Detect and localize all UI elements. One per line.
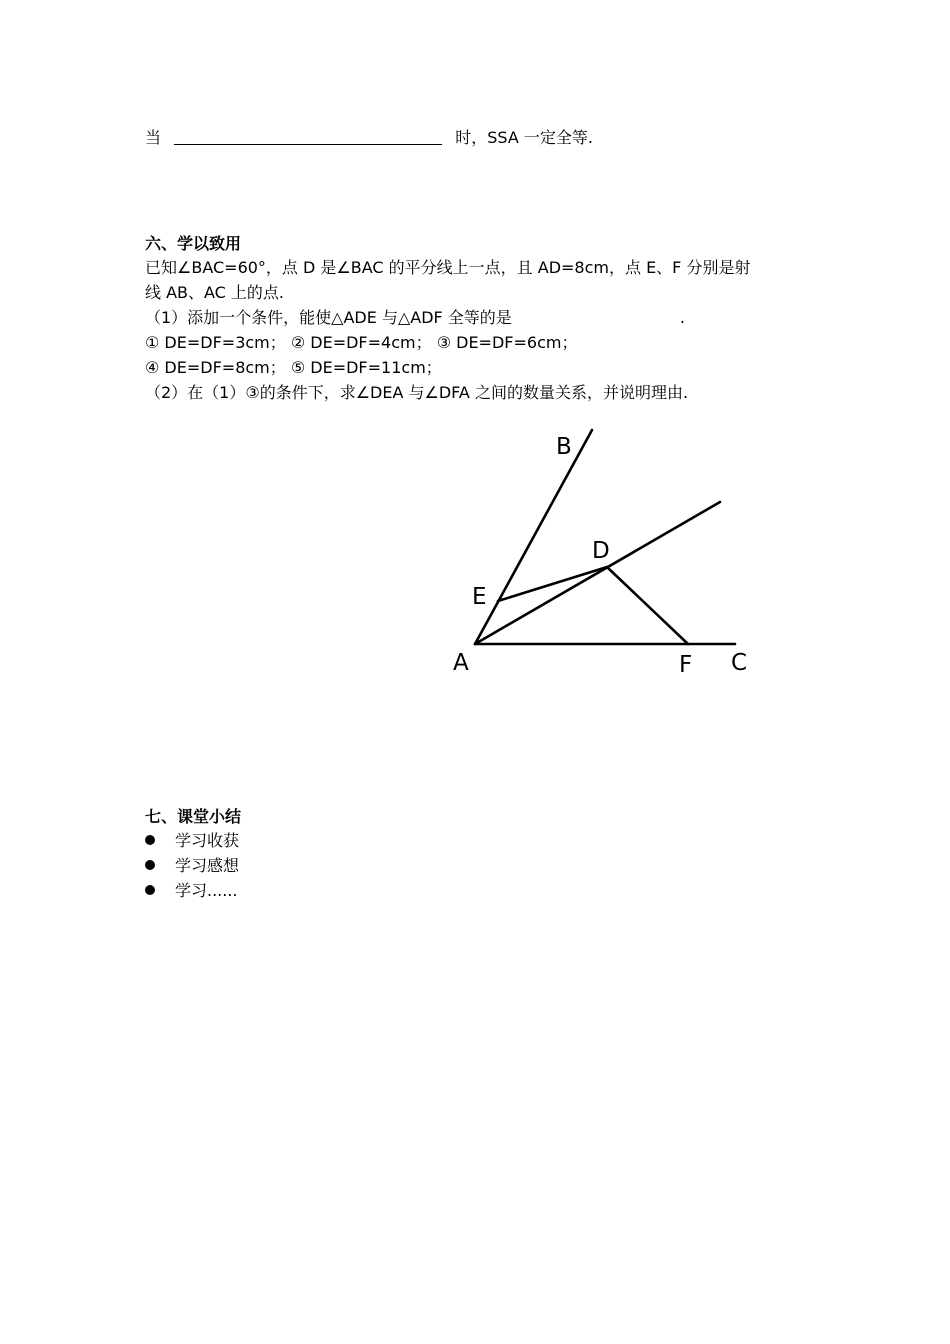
options-line1: ① DE=DF=3cm； ② DE=DF=4cm； ③ DE=DF=6cm； xyxy=(145,333,578,352)
question1-text: （1）添加一个条件，能使△ADE 与△ADF 全等的是 xyxy=(145,308,512,327)
ray-AB xyxy=(475,430,592,644)
question1-end: . xyxy=(679,308,685,327)
label-D: D xyxy=(592,538,610,564)
label-E: E xyxy=(472,584,487,610)
ssa-suffix: 时，SSA 一定全等. xyxy=(455,128,593,147)
problem-text-line1: 已知∠BAC=60°，点 D 是∠BAC 的平分线上一点，且 AD=8cm，点 E、F 分别是射 xyxy=(145,258,751,277)
ssa-prefix: 当 xyxy=(145,128,162,147)
ssa-statement xyxy=(145,127,593,149)
problem-text-line2: 线 AB、AC 上的点. xyxy=(145,283,285,302)
question1 xyxy=(145,307,685,329)
label-B: B xyxy=(556,434,572,460)
bullet-icon xyxy=(145,835,155,845)
options-line2: ④ DE=DF=8cm； ⑤ DE=DF=11cm； xyxy=(145,358,442,377)
summary-item: 学习感想 xyxy=(145,855,239,877)
answer-blank[interactable] xyxy=(174,128,442,145)
segment-DF xyxy=(607,567,688,644)
label-A: A xyxy=(453,650,469,676)
label-C: C xyxy=(731,650,748,676)
question2: （2）在（1）③的条件下，求∠DEA 与∠DFA 之间的数量关系，并说明理由. xyxy=(145,383,689,402)
summary-item: 学习收获 xyxy=(145,830,239,852)
section7-heading: 七、课堂小结 xyxy=(145,807,242,826)
ray-AD-bisector xyxy=(475,502,720,644)
bullet-icon xyxy=(145,885,155,895)
geometry-figure xyxy=(440,420,760,690)
bullet-icon xyxy=(145,860,155,870)
section6-heading: 六、学以致用 xyxy=(145,234,242,253)
label-F: F xyxy=(679,652,693,678)
summary-item: 学习...... xyxy=(145,880,238,902)
